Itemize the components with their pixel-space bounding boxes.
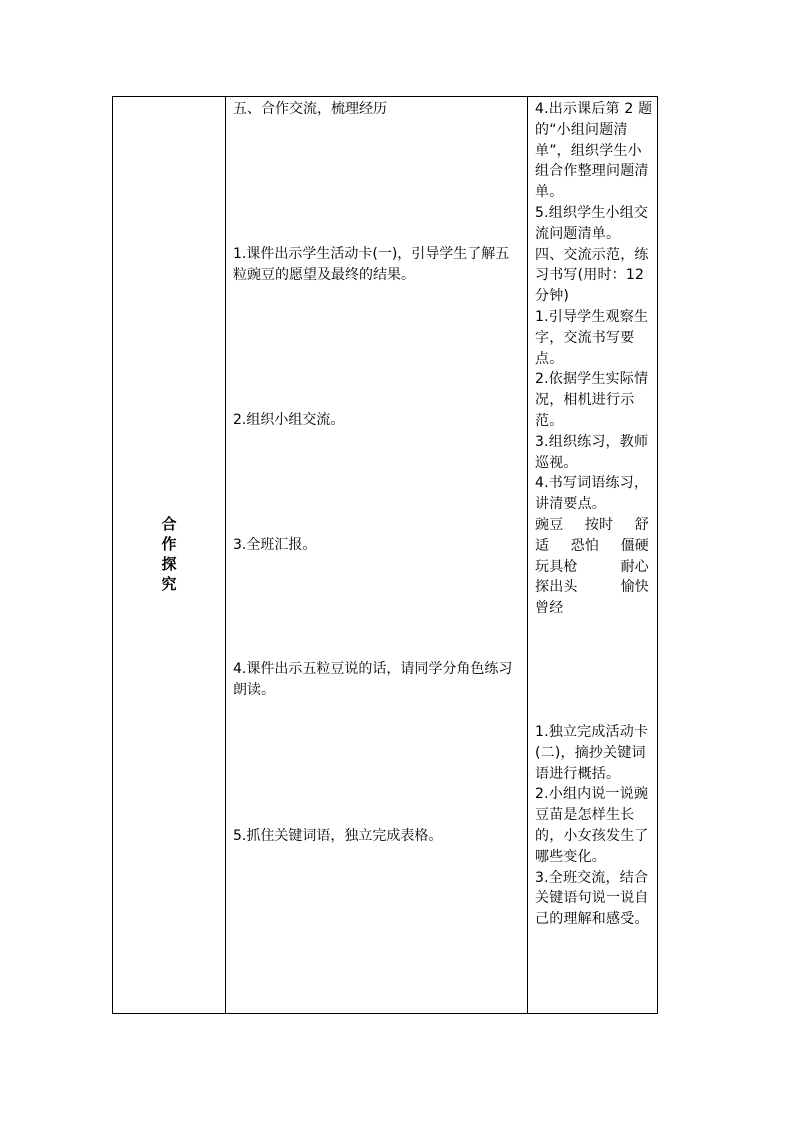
vocab-word: 豌豆 — [535, 517, 564, 533]
section-cell — [113, 97, 226, 1014]
teacher-step-5: 5.抓住关键词语，独立完成表格。 — [233, 828, 443, 844]
vocab-word: 曾经 — [535, 600, 564, 617]
vocab-row — [535, 536, 649, 557]
teacher-step-4: 4.课件出示五粒豆说的话，请同学分角色练习朗读。 — [233, 661, 513, 698]
vocab-row — [535, 598, 649, 619]
vocab-word: 舒 — [634, 517, 649, 533]
vocab-row — [535, 557, 649, 578]
vocab-word: 按时 — [584, 517, 614, 533]
teacher-step-1: 1.课件出示学生活动卡(一)，引导学生了解五粒豌豆的愿望及最终的结果。 — [233, 246, 510, 283]
vocab-word: 恐怕 — [570, 537, 600, 554]
student-block-2: 1.独立完成活动卡(二)，摘抄关键词语进行概括。 2.小组内说一说豌豆苗是怎样生长的，小女孩发生了哪些变化。 3.全班交流，结合关键语句说一说自己的理解和感受。 — [535, 724, 649, 928]
vocab-word: 适 — [535, 537, 550, 554]
teacher-step-3: 3.全班汇报。 — [233, 537, 317, 553]
vocab-word: 愉快 — [620, 579, 649, 596]
student-block-1: 4.出示课后第 2 题的“小组问题清单”，组织学生小组合作整理问题清单。 5.组织学生小组交流问题清单。 四、交流示范，练习书写(用时：12 分钟) 1.引导学生观察生字，交流书写要点。 2.依据学生实际情况，相机进行示范。 3.组织练习，教师巡视。 4.书写词语练习，讲清要点。 — [535, 101, 653, 513]
vocab-list — [535, 515, 655, 619]
teacher-step-2: 2.组织小组交流。 — [233, 412, 345, 428]
student-activity-cell — [528, 97, 658, 1014]
vocab-word: 僵硬 — [620, 537, 649, 554]
table-row — [113, 97, 658, 1014]
teacher-heading: 五、合作交流，梳理经历 — [233, 101, 387, 117]
teacher-activity-cell — [226, 97, 528, 1014]
lesson-table — [112, 96, 658, 1014]
vocab-word: 玩具枪 — [535, 558, 578, 575]
vocab-row — [535, 577, 649, 598]
vocab-row — [535, 515, 649, 536]
section-title: 合作探究 — [161, 515, 177, 594]
vocab-word: 耐心 — [620, 558, 649, 575]
vocab-word: 探出头 — [535, 579, 578, 596]
